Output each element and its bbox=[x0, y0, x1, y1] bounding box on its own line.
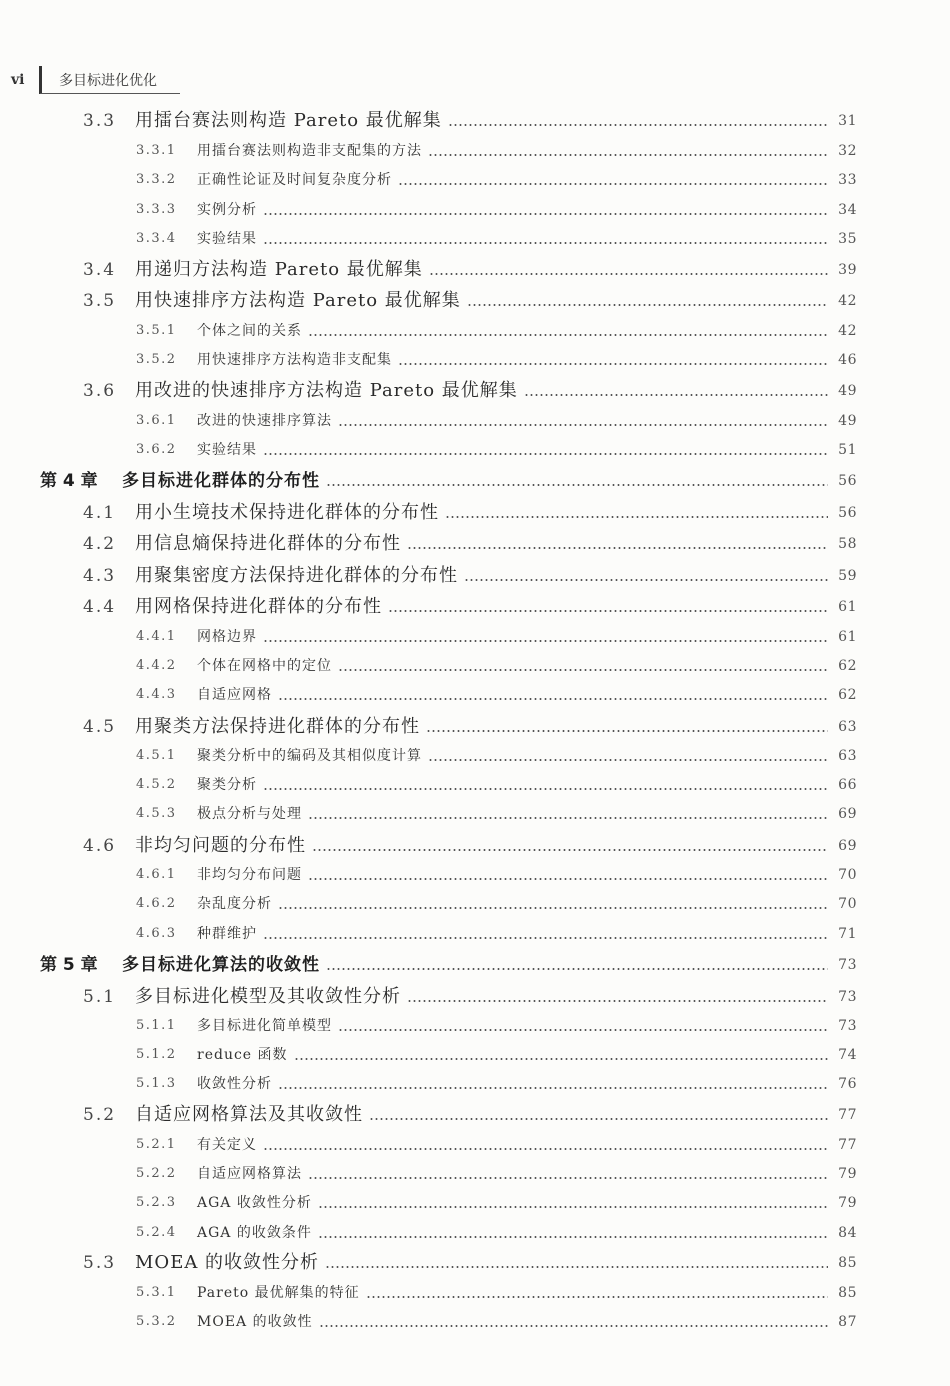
toc-entry-number: 5.1.2 bbox=[136, 1047, 177, 1062]
toc-entry-title: 用递归方法构造 Pareto 最优解集 bbox=[135, 259, 423, 280]
toc-entry-title: 用信息熵保持进化群体的分布性 bbox=[135, 533, 401, 554]
toc-entry-title: 用改进的快速排序方法构造 Pareto 最优解集 bbox=[135, 380, 518, 401]
toc-entry-page: 62 bbox=[838, 687, 857, 703]
toc-entry-title: 网格边界 bbox=[197, 629, 257, 645]
dot-leader bbox=[278, 907, 828, 909]
dot-leader bbox=[278, 698, 828, 700]
toc-entry-title: 用擂台赛法则构造非支配集的方法 bbox=[197, 143, 422, 159]
toc-entry-page: 66 bbox=[838, 777, 857, 793]
toc-entry-title: 实例分析 bbox=[197, 202, 257, 218]
toc-entry-page: 61 bbox=[838, 599, 857, 615]
toc-entry-number: 3.5.2 bbox=[136, 352, 177, 367]
toc-entry-title: 用聚集密度方法保持进化群体的分布性 bbox=[135, 565, 458, 586]
toc-entry-page: 35 bbox=[838, 231, 857, 247]
toc-entry[interactable] bbox=[0, 744, 950, 768]
toc-entry[interactable] bbox=[0, 985, 950, 1009]
toc-entry-page: 56 bbox=[838, 473, 857, 489]
toc-entry-number: 3.6.2 bbox=[136, 442, 177, 457]
toc-entry-title: 聚类分析 bbox=[197, 777, 257, 793]
toc-entry[interactable] bbox=[0, 469, 950, 493]
toc-entry[interactable] bbox=[0, 438, 950, 462]
toc-entry-title: 极点分析与处理 bbox=[197, 806, 302, 822]
dot-leader bbox=[369, 1118, 828, 1120]
dot-leader bbox=[318, 1236, 828, 1238]
toc-entry-number: 3.5 bbox=[83, 291, 117, 311]
toc-entry-title: MOEA 的收敛性分析 bbox=[135, 1252, 320, 1273]
dot-leader bbox=[407, 1000, 828, 1002]
toc-entry-page: 79 bbox=[838, 1166, 857, 1182]
dot-leader bbox=[407, 547, 828, 549]
toc-entry[interactable] bbox=[0, 227, 950, 251]
toc-entry[interactable] bbox=[0, 532, 950, 556]
toc-entry[interactable] bbox=[0, 109, 950, 133]
toc-entry-number: 5.3 bbox=[83, 1253, 117, 1273]
toc-entry[interactable] bbox=[0, 564, 950, 588]
toc-entry-number: 4.3 bbox=[83, 566, 117, 586]
toc-entry-number: 3.5.1 bbox=[136, 323, 177, 338]
dot-leader bbox=[426, 730, 828, 732]
toc-entry[interactable] bbox=[0, 258, 950, 282]
toc-entry-page: 84 bbox=[838, 1225, 857, 1241]
toc-entry-number: 3.3.2 bbox=[136, 172, 177, 187]
toc-entry-number: 3.6.1 bbox=[136, 413, 177, 428]
toc-entry[interactable] bbox=[0, 715, 950, 739]
toc-entry[interactable] bbox=[0, 922, 950, 946]
toc-entry-title: 用小生境技术保持进化群体的分布性 bbox=[135, 502, 439, 523]
dot-leader bbox=[524, 394, 828, 396]
toc-entry-number: 4.4.1 bbox=[136, 629, 177, 644]
toc-entry[interactable] bbox=[0, 834, 950, 858]
toc-entry-number: 第 4 章 bbox=[40, 471, 98, 491]
dot-leader bbox=[308, 334, 828, 336]
toc-entry-title: 用聚类方法保持进化群体的分布性 bbox=[135, 716, 420, 737]
toc-entry[interactable] bbox=[0, 198, 950, 222]
toc-entry[interactable] bbox=[0, 289, 950, 313]
toc-entry-number: 5.1.1 bbox=[136, 1018, 177, 1033]
toc-entry-title: 收敛性分析 bbox=[197, 1076, 272, 1092]
toc-entry-title: 自适应网格算法 bbox=[197, 1166, 302, 1182]
toc-entry-title: 自适应网格 bbox=[197, 687, 272, 703]
toc-entry-title: 个体之间的关系 bbox=[197, 323, 302, 339]
toc-entry-number: 5.2.2 bbox=[136, 1166, 177, 1181]
toc-entry[interactable] bbox=[0, 1162, 950, 1186]
dot-leader bbox=[398, 183, 828, 185]
dot-leader bbox=[464, 579, 828, 581]
toc-entry[interactable] bbox=[0, 1281, 950, 1305]
toc-entry-number: 5.2 bbox=[83, 1105, 117, 1125]
toc-entry-page: 61 bbox=[838, 629, 857, 645]
toc-entry-title: 杂乱度分析 bbox=[197, 896, 272, 912]
page-number: vi bbox=[11, 72, 25, 88]
dot-leader bbox=[338, 424, 828, 426]
toc-entry-page: 73 bbox=[838, 1018, 857, 1034]
toc-entry[interactable] bbox=[0, 168, 950, 192]
toc-entry-page: 42 bbox=[838, 323, 857, 339]
toc-entry-title: 实验结果 bbox=[197, 231, 257, 247]
toc-entry-page: 87 bbox=[838, 1314, 857, 1330]
toc-entry-number: 4.6.1 bbox=[136, 867, 177, 882]
toc-entry-title: 用擂台赛法则构造 Pareto 最优解集 bbox=[135, 110, 442, 131]
toc-entry-page: 39 bbox=[838, 262, 857, 278]
toc-entry-number: 5.2.1 bbox=[136, 1137, 177, 1152]
toc-entry-number: 4.1 bbox=[83, 503, 117, 523]
toc-entry-number: 4.4 bbox=[83, 597, 117, 617]
toc-entry-page: 42 bbox=[838, 293, 857, 309]
dot-leader bbox=[338, 669, 828, 671]
toc-entry-title: 多目标进化算法的收敛性 bbox=[122, 955, 320, 975]
toc-entry-title: 多目标进化群体的分布性 bbox=[122, 471, 320, 491]
toc-entry-page: 63 bbox=[838, 748, 857, 764]
dot-leader bbox=[448, 124, 828, 126]
dot-leader bbox=[318, 1206, 828, 1208]
toc-entry-number: 4.4.3 bbox=[136, 687, 177, 702]
toc-entry-title: 自适应网格算法及其收敛性 bbox=[135, 1104, 363, 1125]
toc-entry-number: 4.5.3 bbox=[136, 806, 177, 821]
toc-entry-page: 85 bbox=[838, 1285, 857, 1301]
toc-entry-number: 4.6.3 bbox=[136, 926, 177, 941]
toc-entry-title: Pareto 最优解集的特征 bbox=[197, 1285, 360, 1301]
toc-entry-title: 正确性论证及时间复杂度分析 bbox=[197, 172, 392, 188]
toc-entry-number: 5.1 bbox=[83, 987, 117, 1007]
toc-entry-number: 4.6.2 bbox=[136, 896, 177, 911]
toc-entry[interactable] bbox=[0, 953, 950, 977]
dot-leader bbox=[338, 1029, 828, 1031]
toc-entry-title: 实验结果 bbox=[197, 442, 257, 458]
dot-leader bbox=[294, 1058, 828, 1060]
toc-entry-title: 非均匀分布问题 bbox=[197, 867, 302, 883]
dot-leader bbox=[263, 213, 828, 215]
toc-entry[interactable] bbox=[0, 1251, 950, 1275]
toc-entry[interactable] bbox=[0, 1103, 950, 1127]
toc-entry[interactable] bbox=[0, 773, 950, 797]
dot-leader bbox=[308, 817, 828, 819]
toc-entry[interactable] bbox=[0, 802, 950, 826]
toc-entry-number: 3.3.4 bbox=[136, 231, 177, 246]
header-divider bbox=[39, 66, 42, 94]
dot-leader bbox=[467, 304, 828, 306]
toc-entry-number: 3.3.3 bbox=[136, 202, 177, 217]
dot-leader bbox=[388, 610, 828, 612]
toc-entry-page: 70 bbox=[838, 867, 857, 883]
toc-entry-title: 用网格保持进化群体的分布性 bbox=[135, 596, 382, 617]
toc-entry-number: 4.5 bbox=[83, 717, 117, 737]
toc-entry[interactable] bbox=[0, 139, 950, 163]
dot-leader bbox=[263, 1148, 828, 1150]
toc-entry-number: 5.3.2 bbox=[136, 1314, 177, 1329]
toc-entry[interactable] bbox=[0, 654, 950, 678]
dot-leader bbox=[366, 1296, 828, 1298]
toc-entry-title: reduce 函数 bbox=[197, 1047, 288, 1063]
running-header bbox=[0, 64, 950, 94]
dot-leader bbox=[263, 788, 828, 790]
toc-entry-number: 3.6 bbox=[83, 381, 117, 401]
book-title: 多目标进化优化 bbox=[59, 73, 157, 89]
toc-entry[interactable] bbox=[0, 501, 950, 525]
toc-entry-number: 4.6 bbox=[83, 836, 117, 856]
toc-entry-title: 个体在网格中的定位 bbox=[197, 658, 332, 674]
toc-entry-number: 3.3 bbox=[83, 111, 117, 131]
toc-entry[interactable] bbox=[0, 1043, 950, 1067]
toc-entry-title: 种群维护 bbox=[197, 926, 257, 942]
toc-entry[interactable] bbox=[0, 1191, 950, 1215]
toc-entry-page: 73 bbox=[838, 957, 857, 973]
dot-leader bbox=[308, 1177, 828, 1179]
toc-entry-page: 77 bbox=[838, 1107, 857, 1123]
dot-leader bbox=[445, 516, 828, 518]
toc-entry-page: 70 bbox=[838, 896, 857, 912]
toc-entry-page: 49 bbox=[838, 413, 857, 429]
toc-entry-title: 多目标进化模型及其收敛性分析 bbox=[135, 986, 401, 1007]
toc-entry-page: 46 bbox=[838, 352, 857, 368]
toc-entry[interactable] bbox=[0, 863, 950, 887]
toc-entry-page: 59 bbox=[838, 568, 857, 584]
toc-entry-page: 34 bbox=[838, 202, 857, 218]
toc-entry-title: 用快速排序方法构造 Pareto 最优解集 bbox=[135, 290, 461, 311]
dot-leader bbox=[326, 484, 828, 486]
toc-entry-title: 聚类分析中的编码及其相似度计算 bbox=[197, 748, 422, 764]
toc-entry[interactable] bbox=[0, 595, 950, 619]
dot-leader bbox=[428, 759, 828, 761]
header-underline bbox=[40, 93, 180, 94]
dot-leader bbox=[263, 640, 828, 642]
toc-entry[interactable] bbox=[0, 1014, 950, 1038]
dot-leader bbox=[429, 273, 828, 275]
toc-entry-page: 71 bbox=[838, 926, 857, 942]
toc-entry-page: 32 bbox=[838, 143, 857, 159]
dot-leader bbox=[326, 968, 828, 970]
dot-leader bbox=[263, 242, 828, 244]
toc-entry-number: 4.5.2 bbox=[136, 777, 177, 792]
toc-entry-page: 56 bbox=[838, 505, 857, 521]
toc-entry-page: 31 bbox=[838, 113, 857, 129]
toc-entry-number: 5.3.1 bbox=[136, 1285, 177, 1300]
toc-entry-title: 有关定义 bbox=[197, 1137, 257, 1153]
toc-entry-page: 73 bbox=[838, 989, 857, 1005]
dot-leader bbox=[312, 849, 828, 851]
toc-entry-page: 51 bbox=[838, 442, 857, 458]
dot-leader bbox=[263, 937, 828, 939]
toc-entry-number: 5.1.3 bbox=[136, 1076, 177, 1091]
toc-entry-number: 第 5 章 bbox=[40, 955, 98, 975]
toc-entry-title: 多目标进化简单模型 bbox=[197, 1018, 332, 1034]
toc-entry-page: 74 bbox=[838, 1047, 857, 1063]
dot-leader bbox=[278, 1087, 828, 1089]
toc-entry-page: 58 bbox=[838, 536, 857, 552]
toc-entry-title: 改进的快速排序算法 bbox=[197, 413, 332, 429]
toc-entry[interactable] bbox=[0, 1310, 950, 1334]
toc-entry[interactable] bbox=[0, 625, 950, 649]
toc-entry-title: 用快速排序方法构造非支配集 bbox=[197, 352, 392, 368]
toc-entry-page: 49 bbox=[838, 383, 857, 399]
toc-entry-page: 79 bbox=[838, 1195, 857, 1211]
toc-entry[interactable] bbox=[0, 348, 950, 372]
toc-entry-number: 3.3.1 bbox=[136, 143, 177, 158]
toc-entry[interactable] bbox=[0, 683, 950, 707]
toc-entry[interactable] bbox=[0, 319, 950, 343]
toc-entry[interactable] bbox=[0, 409, 950, 433]
toc-entry-page: 77 bbox=[838, 1137, 857, 1153]
toc-entry-number: 5.2.4 bbox=[136, 1225, 177, 1240]
toc-entry-page: 63 bbox=[838, 719, 857, 735]
toc-entry-title: 非均匀问题的分布性 bbox=[135, 835, 306, 856]
toc-entry-number: 4.5.1 bbox=[136, 748, 177, 763]
dot-leader bbox=[398, 363, 828, 365]
dot-leader bbox=[263, 453, 828, 455]
toc-entry-page: 85 bbox=[838, 1255, 857, 1271]
dot-leader bbox=[308, 878, 828, 880]
dot-leader bbox=[428, 154, 828, 156]
toc-entry[interactable] bbox=[0, 1221, 950, 1245]
toc-entry-number: 4.4.2 bbox=[136, 658, 177, 673]
toc-entry[interactable] bbox=[0, 1072, 950, 1096]
toc-entry-page: 69 bbox=[838, 838, 857, 854]
toc-entry-number: 5.2.3 bbox=[136, 1195, 177, 1210]
toc-entry-number: 4.2 bbox=[83, 534, 117, 554]
toc-entry[interactable] bbox=[0, 379, 950, 403]
toc-entry-page: 69 bbox=[838, 806, 857, 822]
dot-leader bbox=[319, 1325, 828, 1327]
toc-entry-title: MOEA 的收敛性 bbox=[197, 1314, 313, 1330]
toc-entry-title: AGA 收敛性分析 bbox=[197, 1195, 312, 1211]
toc-entry-page: 62 bbox=[838, 658, 857, 674]
toc-entry-title: AGA 的收敛条件 bbox=[197, 1225, 312, 1241]
toc-entry-number: 3.4 bbox=[83, 260, 117, 280]
dot-leader bbox=[325, 1266, 828, 1268]
toc-entry-page: 33 bbox=[838, 172, 857, 188]
toc-entry-page: 76 bbox=[838, 1076, 857, 1092]
toc-entry[interactable] bbox=[0, 892, 950, 916]
toc-entry[interactable] bbox=[0, 1133, 950, 1157]
